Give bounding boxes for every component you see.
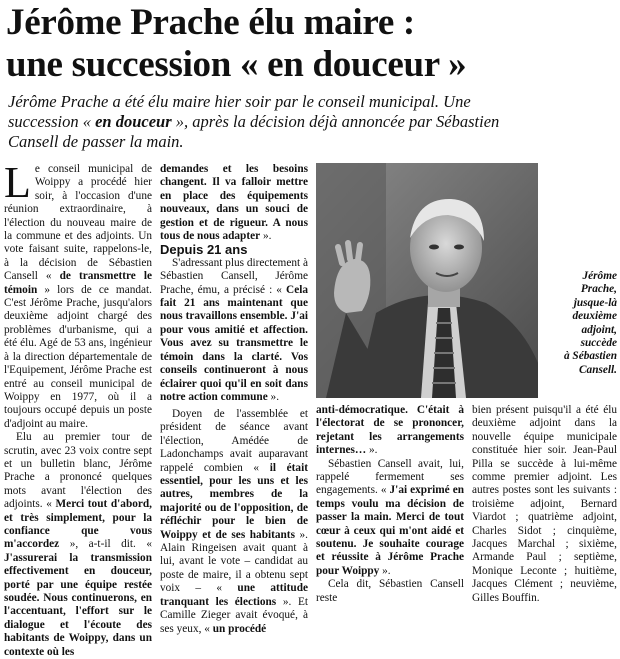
paragraph-5-text-a: Doyen de l'assemblée et président de séance avant l'élection, Amédée de Ladonchamps avait auparavant rappelé combien « (160, 408, 308, 474)
article-column-2 (160, 163, 308, 403)
portrait-photo (316, 163, 538, 398)
paragraph-3-end: ». (260, 230, 272, 243)
caption-line-1: Jérôme (582, 270, 617, 282)
lede-line-2-a: succession « (8, 112, 96, 131)
paragraph-1 (4, 158, 152, 431)
lede-emphasis: en douceur (95, 112, 172, 131)
article-column-3 (316, 404, 465, 604)
paragraph-7-quote: J'ai exprimé en temps voulu ma décision de passer la main. Merci de tout cœur à ceux qui m'ont aidé et soutenu. Je souhaite courage et réussite à Jérôme Prache pour Woippy (316, 484, 465, 577)
caption-line-8: Cansell. (579, 363, 617, 376)
paragraph-4-end: ». (267, 390, 280, 403)
paragraph-1-text-a: e conseil municipal de Woippy a procédé hier soir, à l'occasion d'une réunion extraordinaire, à l'élection du nouveau maire de la commune et des adjoints. Un vote faisant suite, rappelons-le, à la décision de Sébastien Cansell « (4, 163, 152, 283)
paragraph-5-quote-2: une attitude tranquant les élections (160, 582, 308, 608)
paragraph-5-text-e: ». Et Camille Zieger avait évoqué, à ses yeux, « (160, 595, 308, 635)
article-column-1 (4, 158, 152, 658)
lede-line-3: Cansell de passer la main. (8, 132, 184, 151)
caption-line-3: jusque-là (573, 296, 617, 309)
caption-line-5: adjoint, (581, 323, 617, 336)
photo-caption (543, 270, 617, 377)
headline-line-2: une succession « en douceur » (6, 44, 467, 85)
paragraph-2-text-a: Elu au premier tour de scrutin, avec 23 voix contre sept et un bulletin blanc, Jérôme Prache a prononcé quelques mots avant l'élection des adjoints. « (4, 431, 152, 511)
paragraph-4-text-a: S'adressant plus directement à Sébastien Cansell, Jérôme Prache, ému, a précisé : « (160, 256, 308, 296)
drop-cap: L (4, 158, 31, 207)
portrait-photo-illustration (316, 163, 538, 398)
paragraph-7 (316, 458, 464, 579)
paragraph-4-quote: Cela fait 21 ans maintenant que nous travaillons ensemble. J'ai pour vous amitié et affection. Vous avez su transmettre le témoin dans la clarté. Vos conseils continueront à nous éclairer quoi qu'il en soit dans notre action commune (160, 283, 308, 403)
subheading: Depuis 21 ans (160, 242, 248, 258)
paragraph-1-quote: de transmettre le témoin (4, 270, 152, 296)
paragraph-5 (160, 408, 308, 636)
caption-line-4: deuxième (572, 310, 617, 323)
lede-line-1: Jérôme Prache a été élu maire hier soir par le conseil municipal. Une (8, 92, 471, 111)
paragraph-4 (160, 257, 308, 404)
paragraph-6-end: ». (366, 444, 378, 457)
paragraph-3-quote: demandes et les besoins changent. Il va falloir mettre en place des équipements nouveaux, dans un souci de gestion et de rigueur. A nous tous de nous adapter (160, 163, 308, 243)
paragraph-9: bien présent puisqu'il a été élu deuxième adjoint dans la nouvelle équipe municipale constituée hier soir. Jean-Paul Pilla se succède à lui-même comme premier adjoint. Les autres postes sont les suivants : troisième adjoint, Bernard Viardot ; quatrième adjoint, Charles Sidot ; cinquième, Jacques Marchal ; sixième, Armande Paul ; septième, Monique Leconte ; huitième, Jacques Clément ; neuvième, Gilles Bouffin. (472, 404, 617, 604)
paragraph-6-quote: anti-démocratique. C'était à l'électorat de se prononcer, rejetant les arrangements internes… (316, 404, 464, 457)
article-column-4 (472, 404, 617, 604)
paragraph-5-quote-3: un procédé (212, 622, 267, 635)
article-column-2-lower (160, 408, 308, 635)
paragraph-6 (316, 404, 464, 458)
paragraph-2-quote-2: J'assurerai la transmission effectivement en douceur, porté par une équipe restée soudée. Nous continuerons, en l'accentuant, l'effort sur le dialogue et l'écoute des habitants de Woippy, dans un contexte où les (4, 551, 152, 658)
paragraph-3 (160, 163, 308, 243)
paragraph-2-text-c: », a-t-il dit. « (59, 538, 152, 551)
headline-line-1: Jérôme Prache élu maire : (6, 2, 415, 43)
paragraph-2-quote-1: Merci tout d'abord, et très simplement, pour la confiance que vous m'accordez (4, 498, 152, 551)
paragraph-5-text-c: ». Alain Ringeisen avait quant à lui, avant le vote – candidat au poste de maire, il a obtenu sept voix – « (160, 528, 308, 595)
paragraph-7-text-a: Sébastien Cansell avait, lui, rappelé fermement ses engagements. « (316, 457, 464, 497)
paragraph-7-end: ». (379, 564, 391, 577)
paragraph-1-text-c: » lors de ce mandat. C'est Jérôme Prache, jusqu'alors deuxième adjoint chargé des problèmes d'urbanisme, qui a été élu. Agé de 53 ans, ingénieur à la direction départementale de l'Equipement, Jérôme Prache est entré au conseil municipal de Woippy en 1977, où il a toujours occupé depuis un poste d'adjoint au maire. (4, 283, 152, 430)
caption-line-6: succède (580, 337, 617, 350)
caption-line-2: Prache, (580, 283, 617, 296)
headline (6, 2, 616, 86)
paragraph-5-quote-1: il était essentiel, pour les uns et les autres, membres de la majorité ou de l'opposition, de réfléchir pour le bien de Woippy et de ses habitants (160, 461, 308, 541)
lede (8, 92, 614, 152)
paragraph-8: Cela dit, Sébastien Cansell reste (316, 578, 464, 604)
lede-line-2-c: », après la décision déjà annoncée par Sébastien (171, 112, 500, 131)
lede-line-2 (8, 112, 614, 132)
caption-line-7: à Sébastien (563, 350, 617, 363)
paragraph-2 (4, 431, 152, 659)
